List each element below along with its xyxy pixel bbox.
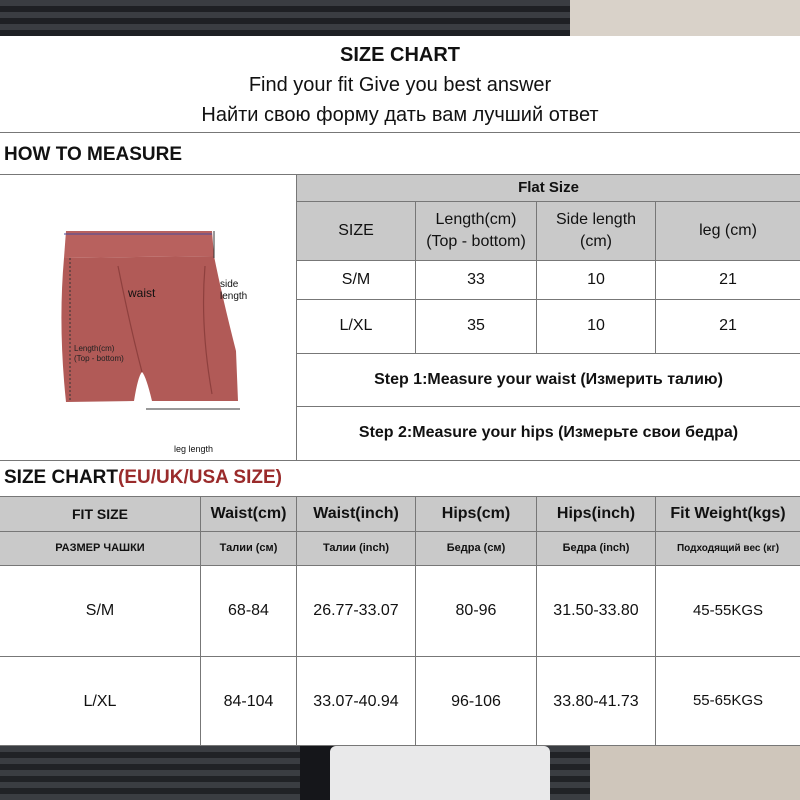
table-cell: 80-96 [455,602,497,620]
divider [0,745,800,746]
divider [0,132,800,133]
flat-cell: 33 [467,271,485,289]
col-hips-cm-ru: Бедра (см) [416,532,536,565]
col-hips-cm: Hips(cm) [416,497,536,531]
side-length-label: side length [220,279,248,302]
step-1: Step 1:Measure your waist (Измерить талию) [374,370,723,388]
col-waist-cm-ru: Талии (см) [201,532,296,565]
col-fit-size-ru: РАЗМЕР ЧАШКИ [0,532,200,565]
flat-col-side-length: Side length (cm) [537,202,655,260]
flat-cell: 10 [587,317,605,335]
subtitle-en: Find your fit Give you best answer [248,74,552,96]
flat-cell: 35 [467,317,485,335]
flat-col-length: Length(cm) (Top - bottom) [416,202,536,260]
flat-size-title: Flat Size [297,175,800,201]
table-cell: L/XL [83,692,117,710]
col-waist-inch: Waist(inch) [297,497,415,531]
col-fit-weight: Fit Weight(kgs) [656,497,800,531]
page-title: SIZE CHART [340,44,460,66]
table-cell: 31.50-33.80 [553,602,639,620]
divider [415,496,416,746]
shorts-illustration [0,176,296,460]
col-hips-inch-ru: Бедра (inch) [537,532,655,565]
col-fit-weight-ru: Подходящий вес (кг) [656,532,800,565]
col-fit-size: FIT SIZE [0,497,200,531]
size-chart-sheet [0,36,800,746]
background-leg [330,746,550,800]
flat-cell: 21 [719,271,737,289]
table-cell: 33.07-40.94 [313,692,399,710]
table-cell: 96-106 [451,692,501,710]
divider [536,496,537,746]
divider [0,460,800,461]
flat-cell: S/M [341,271,371,289]
flat-cell: L/XL [339,317,373,335]
table-cell: 45-55KGS [692,601,764,619]
subtitle-ru: Найти свою форму дать вам лучший ответ [201,104,599,126]
divider [296,496,297,746]
divider [655,201,656,353]
background-wall [570,0,800,36]
divider [655,496,656,746]
col-waist-cm: Waist(cm) [201,497,296,531]
step-2: Step 2:Measure your hips (Измерьте свои бедра) [358,424,739,442]
background-wall-bottom [590,746,800,800]
divider [415,201,416,353]
flat-col-leg: leg (cm) [656,202,800,260]
waist-label: waist [128,286,156,300]
shorts-image [0,176,296,460]
table-cell: 33.80-41.73 [553,692,639,710]
how-to-measure-heading: HOW TO MEASURE [4,144,183,165]
divider [536,201,537,353]
flat-cell: 10 [587,271,605,289]
size-chart-heading-accent: (EU/UK/USA SIZE) [118,467,282,488]
col-waist-inch-ru: Талии (inch) [297,532,415,565]
flat-col-size: SIZE [297,202,415,260]
table-cell: 26.77-33.07 [313,602,399,620]
table-cell: 68-84 [228,602,269,620]
length-label: Length(cm) (Top - bottom) [74,344,124,363]
flat-cell: 21 [719,317,737,335]
col-hips-inch: Hips(inch) [537,497,655,531]
divider [200,496,201,746]
table-cell: S/M [85,602,115,620]
table-cell: 55-65KGS [692,692,764,710]
size-chart-heading [4,467,282,489]
table-cell: 84-104 [223,692,274,710]
size-chart-heading-main: SIZE CHART [4,467,118,488]
leg-length-label: leg length [174,444,214,454]
